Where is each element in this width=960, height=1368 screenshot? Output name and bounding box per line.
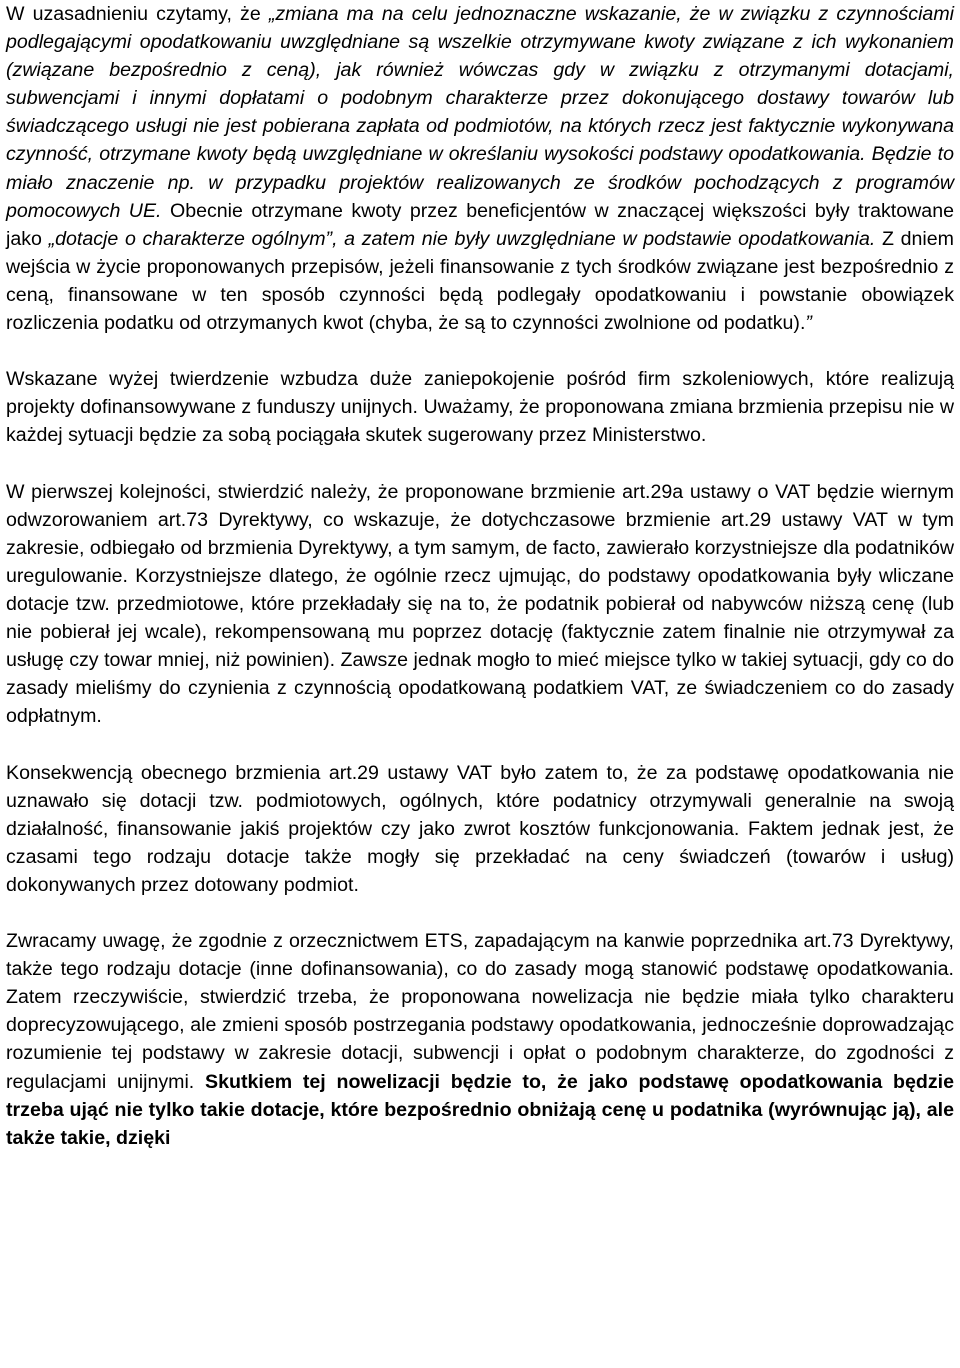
p2-text: Wskazane wyżej twierdzenie wzbudza duże zaniepokojenie pośród firm szkoleniowych, które realizują projekty dofinansowywane z funduszy unijnych. Uważamy, że proponowana zmiana brzmienia przepisu nie w każdej sytuacji będzie za sobą pociągała skutek sugerowany przez Ministerstwo. (6, 368, 954, 447)
p1-text-1: W uzasadnieniu czytamy, że (6, 3, 269, 25)
paragraph-5 (6, 927, 954, 1152)
p1-quote-2: „dotacje o charakterze ogólnym”, a zatem nie były uwzględniane w podstawie opodatkowania. (48, 227, 876, 250)
paragraph-4 (6, 759, 954, 899)
p5-text: Zwracamy uwagę, że zgodnie z orzecznictwem ETS, zapadającym na kanwie poprzednika art.73 Dyrektywy, także tego rodzaju dotacje (inne dofinansowania), co do zasady mogą stanowić podstawę opodatkowania. Zatem rzeczywiście, stwierdzić trzeba, że proponowana nowelizacja nie będzie miała tylko charakteru doprecyzowującego, ale zmieni sposób postrzegania podstawy opodatkowania, jednocześnie doprowadzając rozumienie tej podstawy w zakresie dotacji, subwencji i opłat o podobnym charakterze, do zgodności z regulacjami unijnymi. (6, 930, 954, 1093)
p1-text-2: Obecnie otrzymane kwoty przez beneficjentów w znaczącej większości były traktowane jako (6, 199, 954, 250)
p1-closing-quote: ” (805, 312, 812, 335)
p1-quote-1: „zmiana ma na celu jednoznaczne wskazanie, że w związku z czynnościami podlegającymi opodatkowaniu uwzględniane są wszelkie otrzymywane kwoty związane z ich wykonaniem (związane bezpośrednio z ceną), jak również wówczas gdy w związku z otrzymanymi dotacjami, subwencjami i innymi dopłatami o podobnym charakterze przez dokonującego dostawy towarów lub świadczącego usługi nie jest pobierana zapłata od podmiotów, na których rzecz jest faktycznie wykonywana czynność, otrzymane kwoty będą uwzględniane w określaniu wysokości podstawy opodatkowania. Będzie to miało znaczenie np. w przypadku projektów realizowanych ze środków pochodzących z programów pomocowych UE. (6, 3, 954, 222)
p4-text: Konsekwencją obecnego brzmienia art.29 ustawy VAT było zatem to, że za podstawę opodatkowania nie uznawało się dotacji tzw. podmiotowych, ogólnych, które podatnicy otrzymywali generalnie na swoją działalność, finansowanie jakiś projektów czy jako zwrot kosztów funkcjonowania. Faktem jednak jest, że czasami tego rodzaju dotacje także mogły się przekładać na ceny świadczeń (towarów i usług) dokonywanych przez dotowany podmiot. (6, 761, 954, 896)
p3-text: W pierwszej kolejności, stwierdzić należy, że proponowane brzmienie art.29a ustawy o VAT będzie wiernym odwzorowaniem art.73 Dyrektywy, co wskazuje, że dotychczasowe brzmienie art.29 ustawy VAT w tym zakresie, odbiegało od brzmienia Dyrektywy, a tym samym, de facto, zawierało korzystniejsze dla podatników uregulowanie. Korzystniejsze dlatego, że ogólnie rzecz ujmując, do podstawy opodatkowania były wliczane dotacje tzw. przedmiotowe, które przekładały się na to, że podatnik pobierał od nabywców niższą cenę (lub nie pobierał jej wcale), rekompensowaną mu poprzez dotację (faktycznie zatem finalnie nie otrzymywał za usługę czy towar mniej, niż powinien). Zawsze jednak mogło to mieć miejsce tylko w takiej sytuacji, gdy co do zasady mieliśmy do czynienia z czynnością opodatkowaną podatkiem VAT, ze świadczeniem co do zasady odpłatnym. (6, 480, 954, 728)
p5-bold-text: Skutkiem tej nowelizacji będzie to, że jako podstawę opodatkowania będzie trzeba ująć nie tylko takie dotacje, które bezpośrednio obniżają cenę u podatnika (wyrównując ją), ale także takie, dzięki (6, 1070, 954, 1149)
paragraph-2 (6, 365, 954, 449)
paragraph-3 (6, 478, 954, 731)
paragraph-1 (6, 0, 954, 337)
p1-text-3: Z dniem wejścia w życie proponowanych przepisów, jeżeli finansowanie z tych środków związane jest bezpośrednio z ceną, finansowane w ten sposób czynności będą podlegały opodatkowaniu i powstanie obowiązek rozliczenia podatku od otrzymanych kwot (chyba, że są to czynności zwolnione od podatku). (6, 227, 954, 335)
